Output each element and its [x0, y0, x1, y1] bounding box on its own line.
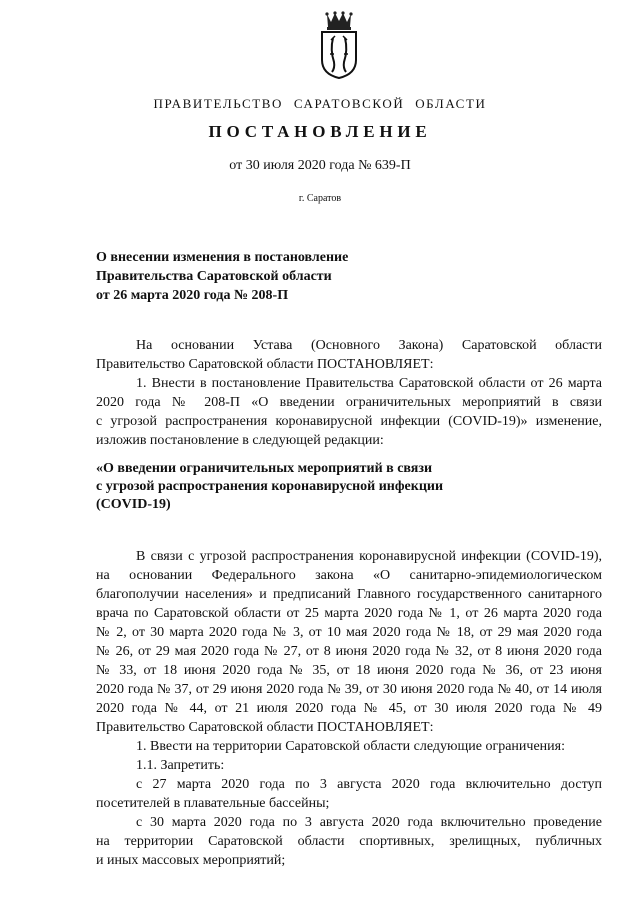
text-line: 2020 года № 208-П «О введении ограничительных мероприятий в связи: [96, 395, 602, 410]
text-line: врача по Саратовской области от 25 марта 2020 года № 1, от 26 марта 2020 года: [96, 606, 602, 621]
subtitle-line: (COVID-19): [96, 497, 171, 512]
title-line: Правительства Саратовской области: [96, 269, 332, 284]
ban-1-line: посетителей в плавательные бассейны;: [96, 796, 330, 811]
text-line: с угрозой распространения коронавирусной инфекции (COVID-19)» изменение,: [96, 414, 602, 429]
text-line: 2020 года № 44, от 21 июля 2020 года № 45, от 30 июля 2020 года № 49: [96, 701, 602, 716]
point-1: 1. Ввести на территории Саратовской области следующие ограничения:: [136, 739, 565, 754]
text-line: благополучии населения» и предписаний Главного государственного санитарного: [96, 587, 602, 602]
ban-2-line: с 30 марта 2020 года по 3 августа 2020 года включительно проведение: [136, 815, 602, 830]
resolution-subtitle: [96, 460, 443, 514]
document-type: ПОСТАНОВЛЕНИЕ: [208, 122, 432, 141]
coat-of-arms-icon: [316, 10, 362, 80]
point-1-1: 1.1. Запретить:: [136, 758, 225, 773]
document-title: [96, 248, 348, 305]
ban-2-line: на территории Саратовской области спортивных, зрелищных, публичных: [96, 834, 602, 849]
text-line: на основании Федерального закона «О санитарно-эпидемиологическом: [96, 568, 602, 583]
text-line: Правительство Саратовской области ПОСТАНОВЛЯЕТ:: [96, 357, 434, 372]
text-line: В связи с угрозой распространения коронавирусной инфекции (COVID-19),: [136, 549, 602, 564]
subtitle-line: с угрозой распространения коронавирусной инфекции: [96, 479, 444, 494]
ban-1-line: с 27 марта 2020 года по 3 августа 2020 года включительно доступ: [136, 777, 602, 792]
text-line: № 26, от 29 мая 2020 года № 27, от 8 июня 2020 года № 32, от 8 июня 2020 года: [96, 644, 602, 659]
text-line: Правительство Саратовской области ПОСТАНОВЛЯЕТ:: [96, 720, 434, 735]
title-line: О внесении изменения в постановление: [96, 250, 349, 265]
text-line: 1. Внести в постановление Правительства Саратовской области от 26 марта: [136, 376, 602, 391]
body-section: [96, 547, 602, 870]
title-line: от 26 марта 2020 года № 208-П: [96, 288, 289, 303]
text-line: изложив постановление в следующей редакции:: [96, 433, 384, 448]
text-line: На основании Устава (Основного Закона) Саратовской области: [136, 338, 602, 353]
text-line: № 33, от 18 июня 2020 года № 35, от 18 июня 2020 года № 36, от 23 июня: [96, 663, 602, 678]
document-date: от 30 июля 2020 года № 639-П: [229, 158, 411, 173]
document-city: г. Саратов: [298, 193, 342, 204]
subtitle-line: «О введении ограничительных мероприятий в связи: [96, 461, 433, 476]
text-line: № 2, от 30 марта 2020 года № 3, от 10 мая 2020 года № 18, от 29 мая 2020 года: [96, 625, 602, 640]
government-name: ПРАВИТЕЛЬСТВО САРАТОВСКОЙ ОБЛАСТИ: [153, 96, 487, 111]
text-line: 2020 года № 37, от 29 июня 2020 года № 39, от 30 июня 2020 года № 40, от 14 июля: [96, 682, 602, 697]
preamble-section: [96, 336, 602, 450]
ban-2-line: и иных массовых мероприятий;: [96, 853, 286, 868]
